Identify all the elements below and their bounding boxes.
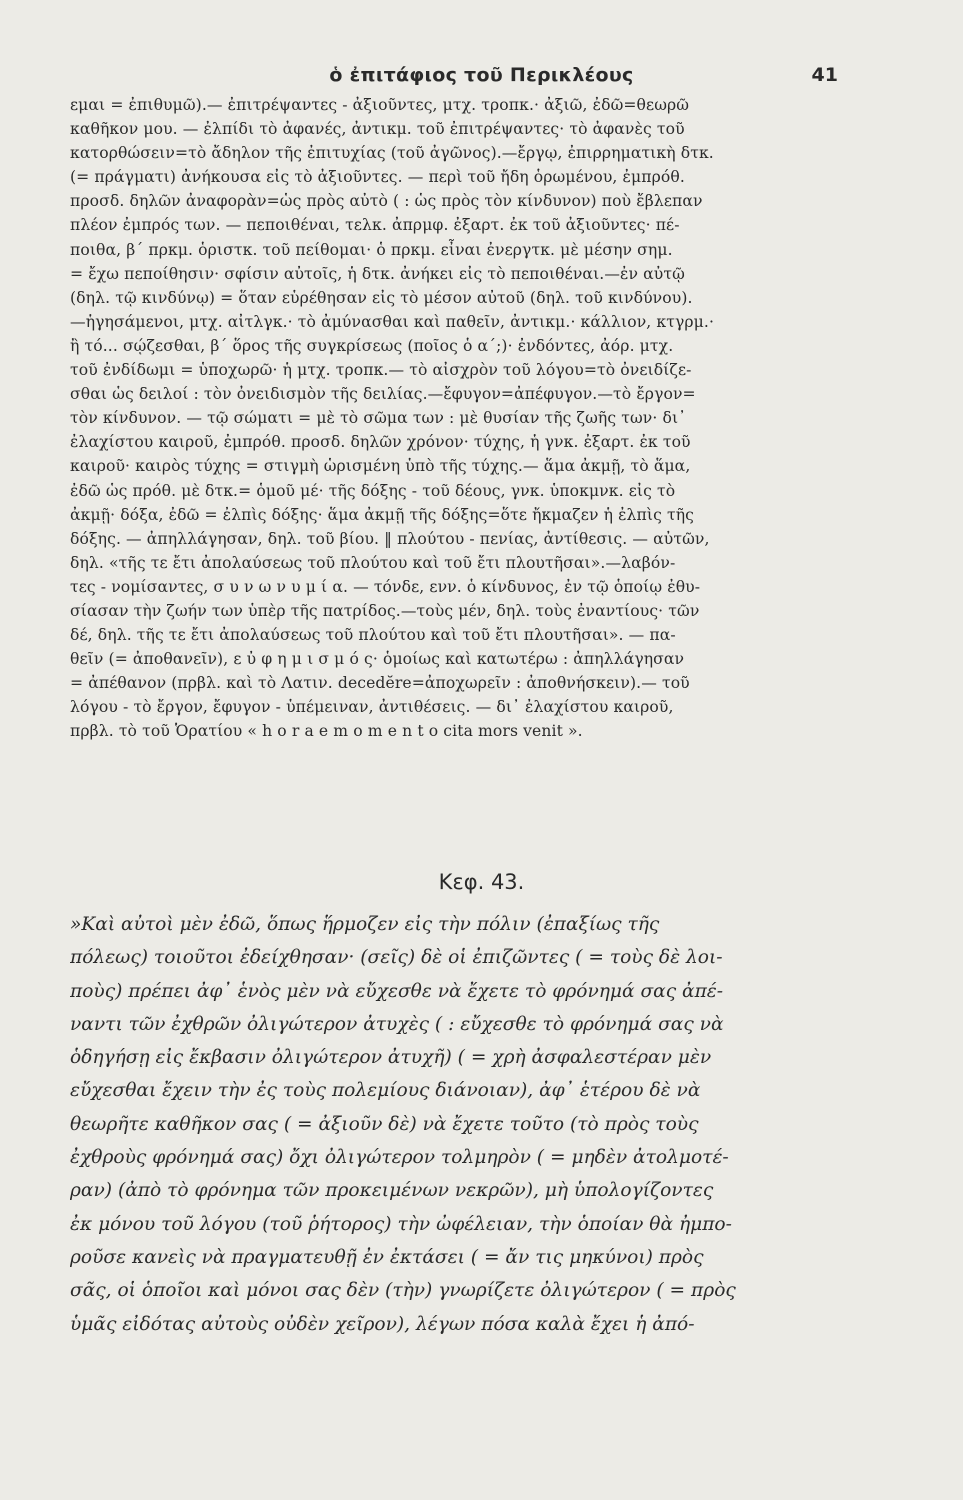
translation-line: ραν) (ἀπὸ τὸ φρόνημα τῶν προκειμένων νεκρῶν), μὴ ὑπολογίζοντες [70, 1180, 714, 1202]
note-line: ἢ τό... σῴζεσθαι, β΄ ὅρος τῆς συγκρίσεως (ποῖος ὁ α΄;)· ἐνδόντες, ἀόρ. μτχ. [70, 336, 674, 355]
note-line: (δηλ. τῷ κινδύνῳ) = ὅταν εὑρέθησαν εἰς τὸ μέσον αὐτοῦ (δηλ. τοῦ κινδύνου). [70, 288, 693, 307]
note-line: καθῆκον μου. — ἐλπίδι τὸ ἀφανές, ἀντικμ. τοῦ ἐπιτρέψαντες· τὸ ἀφανὲς τοῦ [70, 120, 685, 139]
translation-line: ὁδηγήσῃ εἰς ἔκβασιν ὀλιγώτερον ἀτυχῆ) ( = χρὴ ἀσφαλεστέραν μὲν [70, 1047, 712, 1069]
note-line: κατορθώσειν=τὸ ἄδηλον τῆς ἐπιτυχίας (τοῦ ἀγῶνος).—ἔργῳ, ἐπιρρηματικὴ δτκ. [70, 144, 714, 163]
running-title: ὁ ἐπιτάφιος τοῦ Περικλέους [329, 64, 634, 86]
translation-line: ὑμᾶς εἰδότας αὐτοὺς οὐδὲν χεῖρον), λέγων πόσα καλὰ ἔχει ἡ ἀπό- [70, 1313, 695, 1335]
translation-line: θεωρῆτε καθῆκον σας ( = ἀξιοῦν δὲ) νὰ ἔχετε τοῦτο (τὸ πρὸς τοὺς [70, 1113, 699, 1135]
note-line: εμαι = ἐπιθυμῶ).— ἐπιτρέψαντες - ἀξιοῦντες, μτχ. τροπκ.· ἀξιῶ, ἐδῶ=θεωρῶ [70, 96, 690, 114]
translation-line: »Καὶ αὐτοὶ μὲν ἐδῶ, ὅπως ἥρμοζεν εἰς τὴν πόλιν (ἐπαξίως τῆς [70, 914, 660, 935]
note-line: σίασαν τὴν ζωήν των ὑπὲρ τῆς πατρίδος.—τοὺς μέν, δηλ. τοὺς ἐναντίους· τῶν [70, 601, 700, 620]
translation-line: ἐχθροὺς φρόνημά σας) ὄχι ὀλιγώτερον τολμηρὸν ( = μηδὲν ἀτολμοτέ- [70, 1147, 729, 1169]
note-line: τες - νομίσαντες, σ υ ν ω ν υ μ ί α. — τόνδε, ενν. ὁ κίνδυνος, ἐν τῷ ὁποίῳ ἐθυ- [70, 577, 701, 596]
translation-line: πόλεως) τοιοῦτοι ἐδείχθησαν· (σεῖς) δὲ οἱ ἐπιζῶντες ( = τοὺς δὲ λοι- [70, 947, 723, 969]
note-line: = ἀπέθανον (πρβλ. καὶ τὸ Λατιν. decedĕre=ἀποχωρεῖν : ἀποθνήσκειν).— τοῦ [70, 674, 690, 693]
note-line: λόγου - τὸ ἔργον, ἔφυγον - ὑπέμειναν, ἀντιθέσεις. — δι᾽ ἐλαχίστου καιροῦ, [70, 698, 674, 717]
page-header [0, 60, 963, 94]
note-line: πρβλ. τὸ τοῦ Ὁρατίου « h o r a e m o m e n t o cita mors venit ». [70, 722, 583, 741]
note-line: σθαι ὡς δειλοί : τὸν ὀνειδισμὸν τῆς δειλίας.—ἔφυγον=ἀπέφυγον.—τὸ ἔργον= [70, 385, 696, 404]
note-line: δέ, δηλ. τῆς τε ἔτι ἀπολαύσεως τοῦ πλούτου καὶ τοῦ ἔτι πλουτῆσαι». — πα- [70, 626, 676, 645]
translation-text [70, 908, 860, 1341]
page-number: 41 [811, 64, 838, 86]
note-line: —ἡγησάμενοι, μτχ. αἰτλγκ.· τὸ ἀμύνασθαι καὶ παθεῖν, ἀντικμ.· κάλλιον, κτγρμ.· [70, 312, 715, 331]
translation-line: ἐκ μόνου τοῦ λόγου (τοῦ ῥήτορος) τὴν ὠφέλειαν, τὴν ὁποίαν θὰ ἠμπο- [70, 1213, 732, 1235]
note-line: τοῦ ἐνδίδωμι = ὑποχωρῶ· ἡ μτχ. τροπκ.— τὸ αἰσχρὸν τοῦ λόγου=τὸ ὀνειδίζε- [70, 361, 692, 380]
translation-line: ροῦσε κανεὶς νὰ πραγματευθῇ ἐν ἐκτάσει ( = ἄν τις μηκύνοι) πρὸς [70, 1246, 704, 1268]
note-line: προσδ. δηλῶν ἀναφορὰν=ὡς πρὸς αὐτὸ ( : ὡς πρὸς τὸν κίνδυνον) ποὺ ἔβλεπαν [70, 192, 703, 211]
translation-line: ναντι τῶν ἐχθρῶν ὀλιγώτερον ἀτυχὲς ( : εὔχεσθε τὸ φρόνημά σας νὰ [70, 1013, 724, 1035]
note-line: ἐδῶ ὡς πρόθ. μὲ δτκ.= ὁμοῦ μέ· τῆς δόξης - τοῦ δέους, γνκ. ὑποκμνκ. εἰς τὸ [70, 481, 676, 500]
note-line: τὸν κίνδυνον. — τῷ σώματι = μὲ τὸ σῶμα των : μὲ θυσίαν τῆς ζωῆς των· δι᾽ [70, 409, 687, 428]
note-line: ἀκμῇ· δόξα, ἐδῶ = ἐλπὶς δόξης· ἅμα ἀκμῇ τῆς δόξης=ὅτε ἤκμαζεν ἡ ἐλπὶς τῆς [70, 505, 694, 524]
translation-line: εὔχεσθαι ἔχειν τὴν ἐς τοὺς πολεμίους διάνοιαν), ἀφ᾽ ἑτέρου δὲ νὰ [70, 1080, 701, 1102]
commentary-notes [70, 93, 850, 744]
note-line: θεῖν (= ἀποθανεῖν), ε ὐ φ η μ ι σ μ ό ς· ὁμοίως καὶ κατωτέρω : ἀπηλλάγησαν [70, 650, 685, 669]
note-line: ποιθα, β΄ πρκμ. ὁριστκ. τοῦ πείθομαι· ὁ πρκμ. εἶναι ἐνεργτκ. μὲ μέσην σημ. [70, 240, 673, 259]
note-line: ἐλαχίστου καιροῦ, ἐμπρόθ. προσδ. δηλῶν χρόνον· τύχης, ἡ γνκ. ἐξαρτ. ἐκ τοῦ [70, 433, 691, 452]
chapter-heading: Κεφ. 43. [438, 870, 525, 894]
note-line: δηλ. «τῆς τε ἔτι ἀπολαύσεως τοῦ πλούτου καὶ τοῦ ἔτι πλουτῆσαι».—λαβόν- [70, 553, 676, 572]
note-line: = ἔχω πεποίθησιν· σφίσιν αὐτοῖς, ἡ δτκ. ἀνήκει εἰς τὸ πεποιθέναι.—ἐν αὐτῷ [70, 264, 685, 283]
note-line: (= πράγματι) ἀνήκουσα εἰς τὸ ἀξιοῦντες. — περὶ τοῦ ἤδη ὁρωμένου, ἐμπρόθ. [70, 168, 685, 187]
translation-line: ποὺς) πρέπει ἀφ᾽ ἑνὸς μὲν νὰ εὔχεσθε νὰ ἔχετε τὸ φρόνημά σας ἀπέ- [70, 980, 724, 1002]
note-line: δόξης. — ἀπηλλάγησαν, δηλ. τοῦ βίου. ‖ πλούτου - πενίας, ἀντίθεσις. — αὐτῶν, [70, 529, 710, 548]
translation-line: σᾶς, οἱ ὁποῖοι καὶ μόνοι σας δὲν (τὴν) γνωρίζετε ὀλιγώτερον ( = πρὸς [70, 1280, 736, 1302]
note-line: πλέον ἐμπρός των. — πεποιθέναι, τελκ. ἀπρμφ. ἐξαρτ. ἐκ τοῦ ἀξιοῦντες· πέ- [70, 216, 680, 235]
note-line: καιροῦ· καιρὸς τύχης = στιγμὴ ὡρισμένη ὑπὸ τῆς τύχης.— ἅμα ἀκμῇ, τὸ ἅμα, [70, 457, 691, 476]
